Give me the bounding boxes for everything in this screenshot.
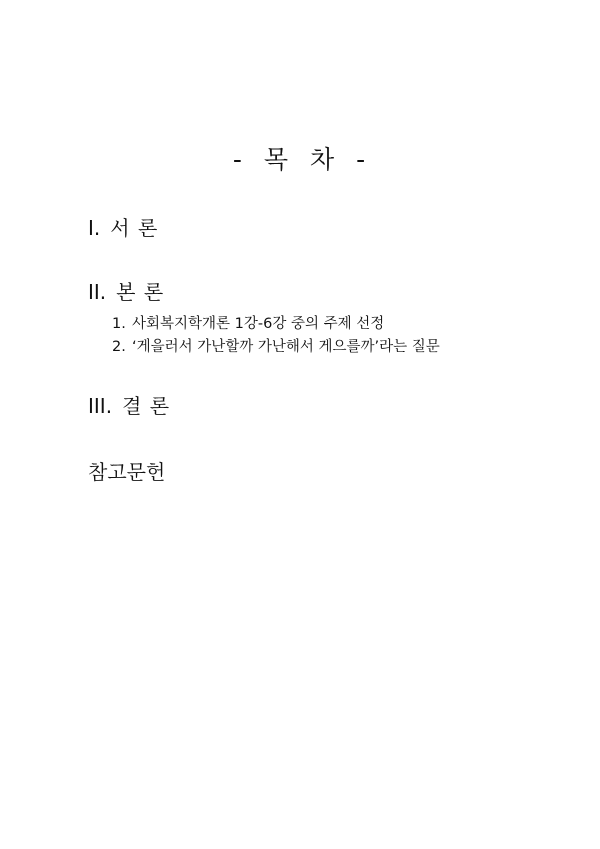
toc-subsection-1 [112, 312, 384, 333]
section-title: 서 론 [110, 216, 159, 240]
toc-section-conclusion [88, 390, 170, 419]
toc-subsection-2 [112, 335, 440, 356]
subsection-number: 2. [112, 339, 126, 355]
toc-section-body [88, 276, 164, 305]
subsection-title: 사회복지학개론 1강-6강 중의 주제 선정 [132, 316, 385, 332]
section-number: III. [88, 394, 113, 418]
toc-references: 참고문헌 [88, 460, 166, 484]
subsection-number: 1. [112, 316, 126, 332]
subsection-title: ‘게을러서 가난할까 가난해서 게으를까’라는 질문 [132, 339, 440, 355]
section-title: 결 론 [122, 394, 171, 418]
section-number: I. [88, 216, 101, 240]
section-number: II. [88, 280, 107, 304]
toc-title: - 목 차 - [232, 145, 368, 174]
toc-section-introduction [88, 212, 158, 241]
section-title: 본 론 [116, 280, 165, 304]
